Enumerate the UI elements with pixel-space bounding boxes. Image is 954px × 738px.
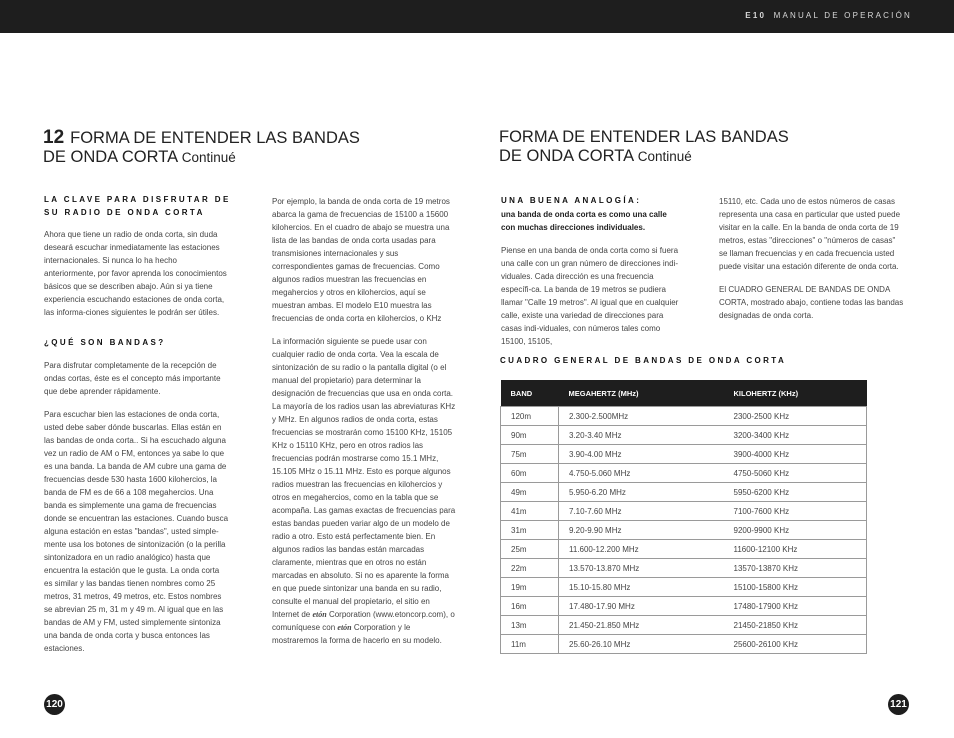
band-cell: 120m	[501, 407, 559, 426]
right-title-line1: FORMA DE ENTENDER LAS BANDAS	[499, 128, 789, 146]
khz-cell: 11600-12100 KHz	[724, 540, 867, 559]
band-cell: 90m	[501, 426, 559, 445]
col2-paragraph-1: Por ejemplo, la banda de onda corta de 19 metros abarca la gama de frecuencias de 15100 a 15600 kilohercios. En el cuadro de abajo se muestra una lista de las bandas de onda corta usadas para transmisiones internacionales y sus correspondientes gamas de frecuencias. Como algunos radios muestran las frecuencias en megahercios y otros en kilohercios, aquí se muestran ambas. El modelo E10 muestra las frecuencias de onda corta en kilohercios, o KHz	[272, 197, 450, 323]
left-title-line1: FORMA DE ENTENDER LAS BANDAS	[70, 129, 360, 147]
mhz-cell: 7.10-7.60 MHz	[559, 502, 724, 521]
section1-heading-line1: LA CLAVE PARA DISFRUTAR DE	[44, 195, 231, 204]
table-row	[501, 464, 867, 483]
left-title-line2: DE ONDA CORTA	[43, 148, 178, 166]
eton-logo-text: etón	[312, 610, 327, 619]
col2-paragraph-2	[272, 335, 456, 647]
khz-cell: 15100-15800 KHz	[724, 578, 867, 597]
table-body	[501, 407, 867, 654]
header-khz: KILOHERTZ (KHz)	[724, 380, 867, 407]
band-cell: 22m	[501, 559, 559, 578]
left-column-1	[44, 228, 229, 665]
mhz-cell: 3.90-4.00 MHz	[559, 445, 724, 464]
table-header-row	[501, 380, 867, 407]
section1-heading-line2: SU RADIO DE ONDA CORTA	[44, 208, 205, 217]
brand-label: E10	[745, 11, 767, 20]
analogy-paragraph: Piense en una banda de onda corta como si fuera una calle con un gran número de direcciones indi-viduales. Cada dirección es una frecuencia específi-ca. La banda de 19 metros se pudiera llamar "Calle 19 metros". Al igual que en cualquier calle, existe una variedad de direcciones para casas indi-viduales, con números tales como 15100, 15105,	[501, 246, 679, 346]
col2-paragraph-2c: Corporation y le mostraremos la forma de hacerlo en su modelo.	[272, 623, 442, 645]
table-row	[501, 407, 867, 426]
right-col2-paragraph-1: 15110, etc. Cada uno de estos números de casas representa una casa en particular que usted puede visitar en la calle. En la banda de onda corta de 19 metros, estas "direcciones" o "números de casas" se llaman frecuencias y en cada frecuencia usted puede visitar una estación diferente de onda corta.	[719, 197, 901, 271]
mhz-cell: 17.480-17.90 MHz	[559, 597, 724, 616]
table-row	[501, 578, 867, 597]
band-cell: 41m	[501, 502, 559, 521]
table-row	[501, 540, 867, 559]
right-page-title	[499, 128, 789, 166]
khz-cell: 2300-2500 KHz	[724, 407, 867, 426]
band-cell: 31m	[501, 521, 559, 540]
col2-paragraph-2a: La información siguiente se puede usar con cualquier radio de onda corta. Vea la escala de sintonización de su radio o la pantalla digital (o el manual del propietario) para determinar la designación de frecuencias que usa en onda corta. La mayoría de los radios usan las abreviaturas KHz y MHz. En algunos radios de onda corta, estas frecuencias se mostrarán como 15100 KHz, 15105 KHz o 15110 KHz, pero en otros radios las frecuencias podrán mostrarse como 15.1 MHz, 15.105 MHz o 15.11 MHz. Esto es porque algunos radios muestran las frecuencias en kilohercios y otros en megahercios, como en la tabla que se acompaña. Las gamas exactas de frecuencias para estas bandas pueden variar algo de un modelo de radio a otro. Esto está perfectamente bien. En algunos radios las bandas están marcadas claramente, mientras que en otros no están marcadas en absoluto. Si no es aparente la forma en que puede sintonizar una banda en su radio, consulte el manual del propietario, el sitio en Internet de	[272, 337, 456, 619]
mhz-cell: 11.600-12.200 MHz	[559, 540, 724, 559]
section2-paragraph-2: Para escuchar bien las estaciones de onda corta, usted debe saber dónde buscarlas. Ellas están en las bandas de onda corta.. Si ha escuchado alguna vez un radio de AM o FM, entonces ya sabe lo que es una banda. La banda de AM cubre una gama de frecuencias desde 530 hasta 1600 kilohercios, la banda de FM es de 66 a 108 megahercios. Una banda es simplemente una gama de frecuencias donde se encuentran las estaciones. Cuando busca alguna estación en estas "bandas", usted simple-mente usa los botones de sintonización (o la perilla sintonizadora en un radio analógico) hasta que encuentra la estación que le gusta. La onda corta es similar y las bandas tienen nombres como 25 metros, 31 metros, 49 metros, etc. Estos nombres se abrevian 25 m, 31 m y 49 m. Al igual que en las bandas de AM y FM, usted simplemente sintoniza una banda de onda corta y busca entonces las estaciones.	[44, 410, 229, 653]
band-cell: 16m	[501, 597, 559, 616]
left-title-continued: Continué	[181, 150, 236, 165]
band-cell: 60m	[501, 464, 559, 483]
khz-cell: 3900-4000 KHz	[724, 445, 867, 464]
khz-cell: 9200-9900 KHz	[724, 521, 867, 540]
section-heading-la-clave	[44, 193, 244, 219]
right-col2-paragraph-2: El CUADRO GENERAL DE BANDAS DE ONDA CORTA, mostrado abajo, contiene todas las bandas designadas de onda corta.	[719, 285, 904, 320]
right-title-line2: DE ONDA CORTA	[499, 147, 634, 165]
header-mhz: MEGAHERTZ (MHz)	[559, 380, 724, 407]
band-cell: 11m	[501, 635, 559, 654]
table-row	[501, 559, 867, 578]
band-cell: 19m	[501, 578, 559, 597]
table-row	[501, 483, 867, 502]
band-cell: 13m	[501, 616, 559, 635]
mhz-cell: 5.950-6.20 MHz	[559, 483, 724, 502]
khz-cell: 4750-5060 KHz	[724, 464, 867, 483]
khz-cell: 13570-13870 KHz	[724, 559, 867, 578]
left-page-title	[43, 128, 360, 167]
col2-paragraph-2b: Corporation (www.etoncorp.com), o comuníquese con	[272, 610, 455, 632]
section1-paragraph: Ahora que tiene un radio de onda corta, sin duda deseará escuchar inmediatamente las estaciones internacionales. Si nunca lo ha hecho anteriormente, por favor aprenda los conocimientos básicos que se describen abajo. Aún si ya tiene experiencia escuchando estaciones de onda corta, las informa-ciones siguientes le podrán ser útiles.	[44, 230, 227, 317]
mhz-cell: 9.20-9.90 MHz	[559, 521, 724, 540]
mhz-cell: 15.10-15.80 MHz	[559, 578, 724, 597]
bands-table	[500, 380, 867, 654]
band-cell: 25m	[501, 540, 559, 559]
analogy-subheading: una banda de onda corta es como una calle con muchas direcciones individuales.	[501, 210, 667, 232]
section-heading-que-son-bandas: ¿QUÉ SON BANDAS?	[44, 338, 166, 347]
chapter-number: 12	[43, 127, 65, 148]
section-heading-analogia: UNA BUENA ANALOGÍA:	[501, 196, 642, 205]
page-number-right: 121	[888, 694, 909, 715]
khz-cell: 3200-3400 KHz	[724, 426, 867, 445]
table-row	[501, 616, 867, 635]
section2-paragraph-1: Para disfrutar completamente de la recepción de ondas cortas, éste es el concepto más importante que debe aprender rápidamente.	[44, 361, 221, 396]
table-heading: CUADRO GENERAL DE BANDAS DE ONDA CORTA	[500, 356, 787, 365]
left-column-2	[272, 195, 456, 657]
header-bar	[0, 0, 954, 33]
band-cell: 49m	[501, 483, 559, 502]
khz-cell: 17480-17900 KHz	[724, 597, 867, 616]
header-band: BAND	[501, 380, 559, 407]
right-column-2	[719, 195, 904, 332]
table-row	[501, 502, 867, 521]
table-row	[501, 635, 867, 654]
mhz-cell: 2.300-2.500MHz	[559, 407, 724, 426]
mhz-cell: 4.750-5.060 MHz	[559, 464, 724, 483]
manual-label: MANUAL DE OPERACIÓN	[773, 11, 912, 20]
table-row	[501, 597, 867, 616]
band-cell: 75m	[501, 445, 559, 464]
table-row	[501, 521, 867, 540]
page-number-left: 120	[44, 694, 65, 715]
khz-cell: 25600-26100 KHz	[724, 635, 867, 654]
khz-cell: 21450-21850 KHz	[724, 616, 867, 635]
khz-cell: 7100-7600 KHz	[724, 502, 867, 521]
table-row	[501, 445, 867, 464]
running-header	[745, 11, 912, 20]
mhz-cell: 25.60-26.10 MHz	[559, 635, 724, 654]
eton-logo-text-2: etón	[337, 623, 352, 632]
table-row	[501, 426, 867, 445]
khz-cell: 5950-6200 KHz	[724, 483, 867, 502]
mhz-cell: 3.20-3.40 MHz	[559, 426, 724, 445]
mhz-cell: 21.450-21.850 MHz	[559, 616, 724, 635]
mhz-cell: 13.570-13.870 MHz	[559, 559, 724, 578]
right-column-1	[501, 208, 683, 358]
right-title-continued: Continué	[637, 149, 692, 164]
